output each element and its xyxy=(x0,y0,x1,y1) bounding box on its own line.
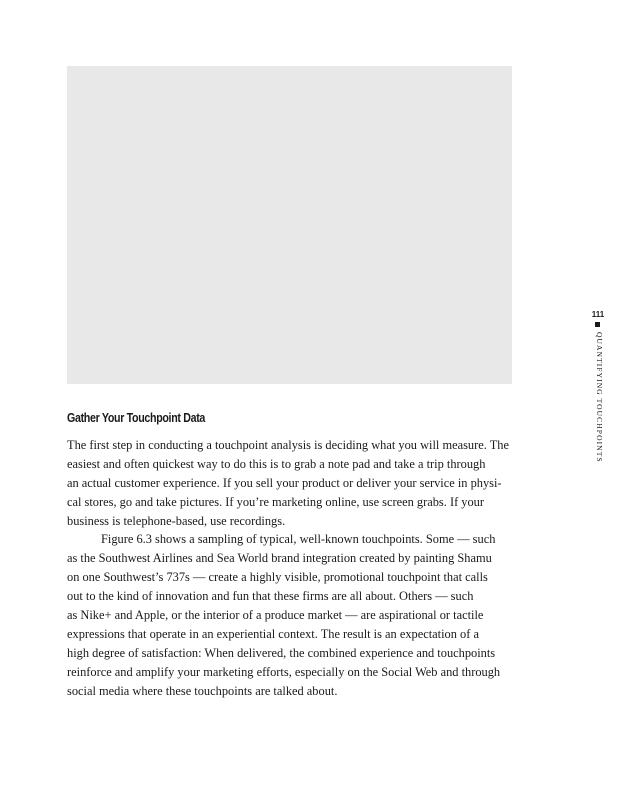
paragraph-1-line-1: The first step in conducting a touchpoint analysis is deciding what you will measure. The xyxy=(67,438,509,452)
paragraph-1-line-4: cal stores, go and take pictures. If you’re marketing online, use screen grabs. If your xyxy=(67,494,485,509)
paragraph-2-line-7: high degree of satisfaction: When delivered, the combined experience and touchpoints xyxy=(67,645,496,660)
paragraph-2-line-3: on one Southwest’s 737s — create a highly visible, promotional touchpoint that calls xyxy=(67,570,488,585)
paragraph-1-line-3: an actual customer experience. If you sell your product or deliver your service in physi- xyxy=(67,475,502,490)
side-running-head xyxy=(591,310,605,470)
figure-placeholder xyxy=(67,66,512,384)
section-heading: Gather Your Touchpoint Data xyxy=(67,410,206,425)
page-number: 111 xyxy=(591,310,605,319)
paragraph-1-line-2: easiest and often quickest way to do this is to grab a note pad and take a trip through xyxy=(67,456,486,471)
paragraph-2-line-9: social media where these touchpoints are talked about. xyxy=(67,683,338,698)
square-bullet-icon xyxy=(595,322,600,327)
running-head: QUANTIFYING TOUCHPOINTS xyxy=(595,332,604,463)
paragraph-2-line-5: as Nike+ and Apple, or the interior of a produce market — are aspirational or tactile xyxy=(67,608,484,623)
body-text xyxy=(67,436,517,700)
paragraph-2-line-2: as the Southwest Airlines and Sea World brand integration created by painting Shamu xyxy=(67,551,492,566)
paragraph-1-line-5: business is telephone-based, use recordings. xyxy=(67,513,286,528)
paragraph-2-line-4: out to the kind of innovation and fun that these firms are all about. Others — such xyxy=(67,589,474,604)
paragraph-2-line-6: expressions that operate in an experiential context. The result is an expectation of a xyxy=(67,626,479,641)
paragraph-2-line-1: Figure 6.3 shows a sampling of typical, well-known touchpoints. Some — such xyxy=(101,532,496,547)
paragraph-2-line-8: reinforce and amplify your marketing efforts, especially on the Social Web and through xyxy=(67,664,501,679)
